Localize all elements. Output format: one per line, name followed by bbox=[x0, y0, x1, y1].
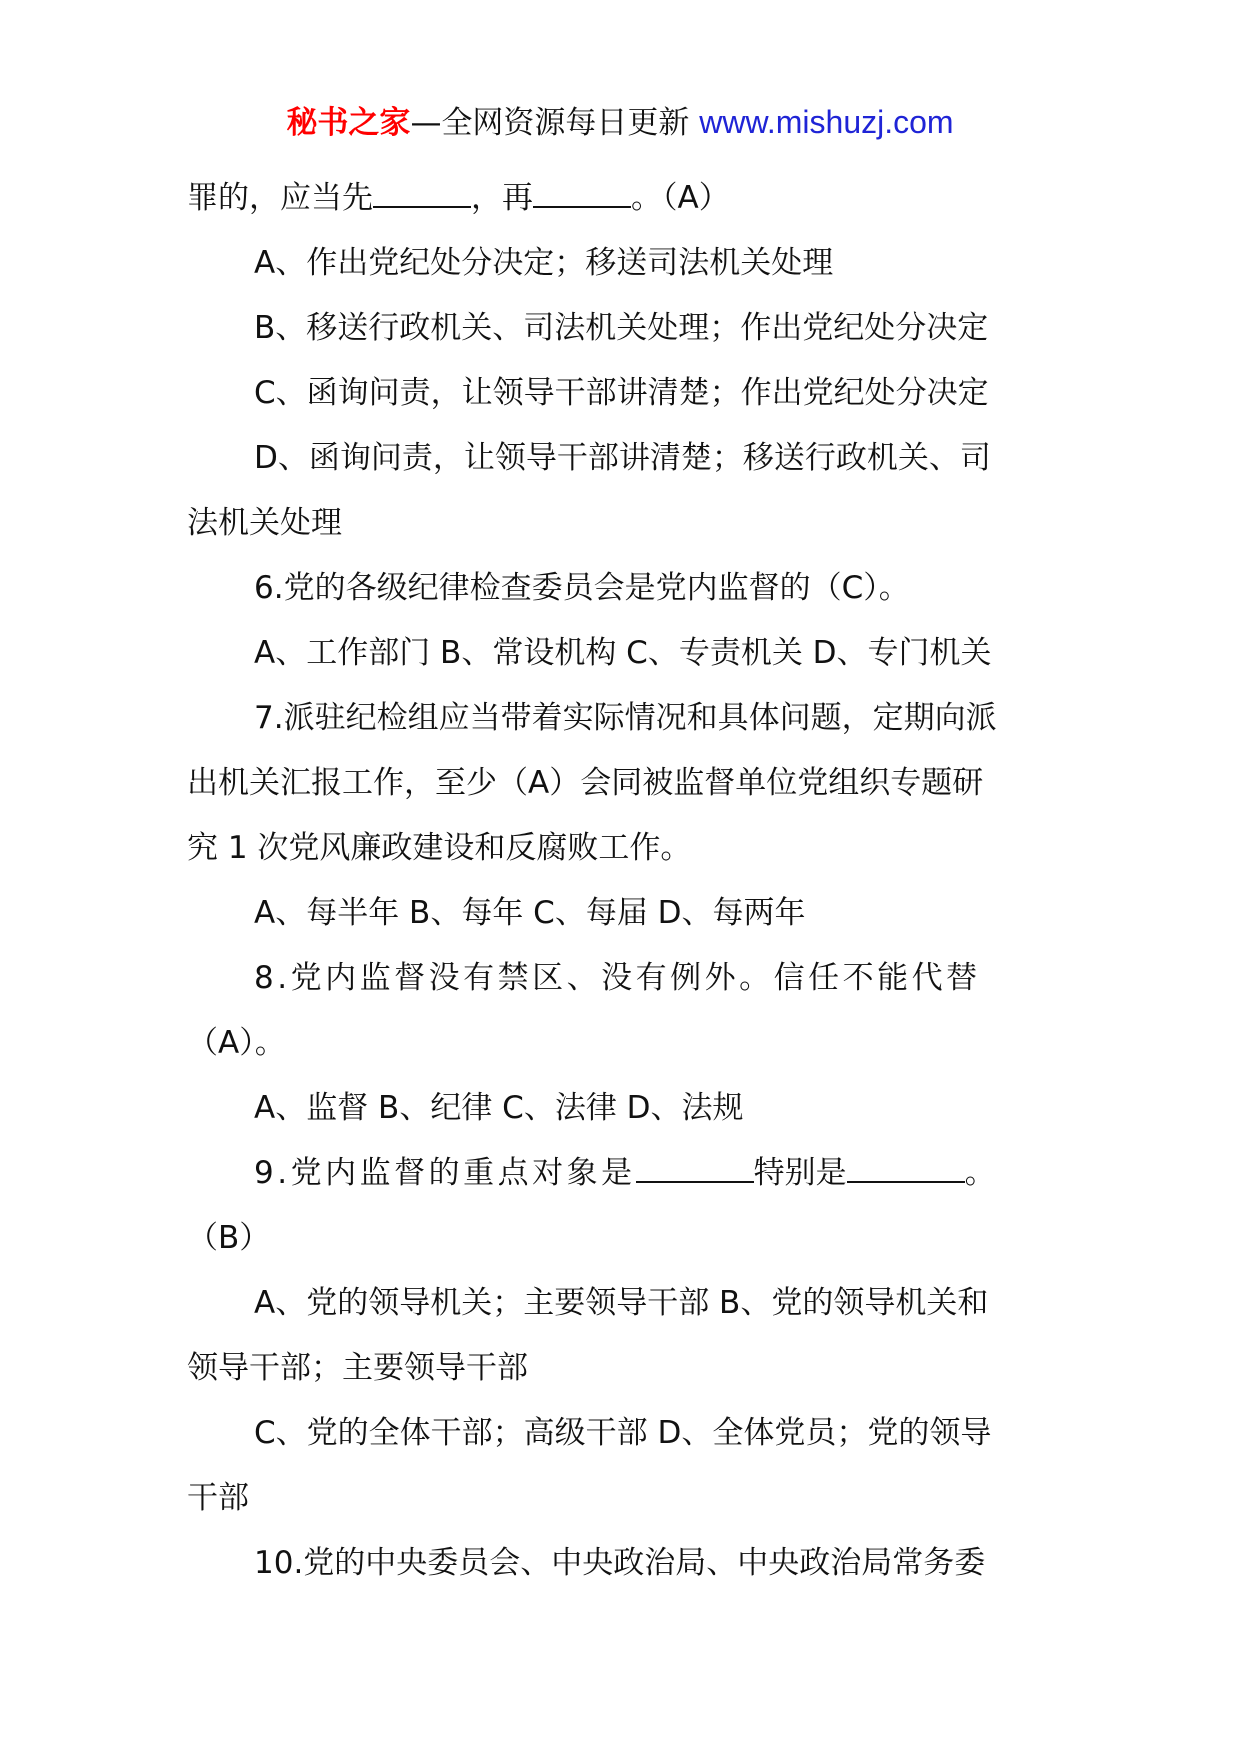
q7-options: A、每半年 B、每年 C、每届 D、每两年 bbox=[254, 895, 806, 931]
q9-options-ab-line2: 领导干部；主要领导干部 bbox=[187, 1350, 528, 1386]
q5-option-c: C、函询问责，让领导干部讲清楚；作出党纪处分决定 bbox=[254, 375, 989, 411]
q5-option-d-line1: D、函询问责，让领导干部讲清楚；移送行政机关、司 bbox=[254, 440, 991, 476]
q9-options-ab-line1: A、党的领导机关；主要领导干部 B、党的领导机关和 bbox=[254, 1285, 989, 1321]
q10-stem-line1: 10.党的中央委员会、中央政治局、中央政治局常务委 bbox=[254, 1545, 986, 1581]
q8-stem-line2: （A）。 bbox=[187, 1025, 286, 1061]
q8-options: A、监督 B、纪律 C、法律 D、法规 bbox=[254, 1090, 744, 1126]
q6-options: A、工作部门 B、常设机构 C、专责机关 D、专门机关 bbox=[254, 635, 992, 671]
q9-stem-line2: （B） bbox=[187, 1220, 271, 1256]
q9-options-cd-line1: C、党的全体干部；高级干部 D、全体党员；党的领导 bbox=[254, 1415, 992, 1451]
site-header bbox=[0, 100, 1240, 145]
q5-option-d-line2: 法机关处理 bbox=[187, 505, 342, 541]
q9-stem-text-a: 9.党内监督的重点对象是 bbox=[254, 1155, 636, 1191]
answer-blank bbox=[636, 1151, 754, 1183]
q6-stem: 6.党的各级纪律检查委员会是党内监督的（C）。 bbox=[254, 570, 910, 606]
q7-stem-line1: 7.派驻纪检组应当带着实际情况和具体问题，定期向派 bbox=[254, 700, 997, 736]
q9-stem-text-c: 。 bbox=[964, 1155, 996, 1191]
q7-stem-line3: 究 1 次党风廉政建设和反腐败工作。 bbox=[187, 830, 692, 866]
answer-blank bbox=[533, 176, 631, 208]
site-brand: 秘书之家 bbox=[286, 105, 411, 141]
site-url-link[interactable]: www.mishuzj.com bbox=[699, 104, 954, 140]
q5-option-a: A、作出党纪处分决定；移送司法机关处理 bbox=[254, 245, 834, 281]
q5-stem-text-a: 罪的，应当先 bbox=[187, 180, 373, 216]
site-tagline: —全网资源每日更新 bbox=[410, 105, 700, 141]
q5-stem-text-c: 。（A） bbox=[631, 180, 730, 216]
q9-options-cd-line2: 干部 bbox=[187, 1480, 249, 1516]
q7-stem-line2: 出机关汇报工作，至少（A）会同被监督单位党组织专题研 bbox=[187, 765, 984, 801]
q5-stem bbox=[187, 166, 1057, 231]
q8-stem-line1: 8.党内监督没有禁区、没有例外。信任不能代替 bbox=[254, 960, 981, 996]
q9-stem-line1 bbox=[187, 1141, 1057, 1206]
q9-stem-text-b: 特别是 bbox=[753, 1155, 847, 1191]
q5-option-b: B、移送行政机关、司法机关处理；作出党纪处分决定 bbox=[254, 310, 989, 346]
document-body bbox=[187, 166, 1057, 1596]
answer-blank bbox=[373, 176, 471, 208]
q5-stem-text-b: ，再 bbox=[471, 180, 533, 216]
answer-blank bbox=[847, 1151, 965, 1183]
